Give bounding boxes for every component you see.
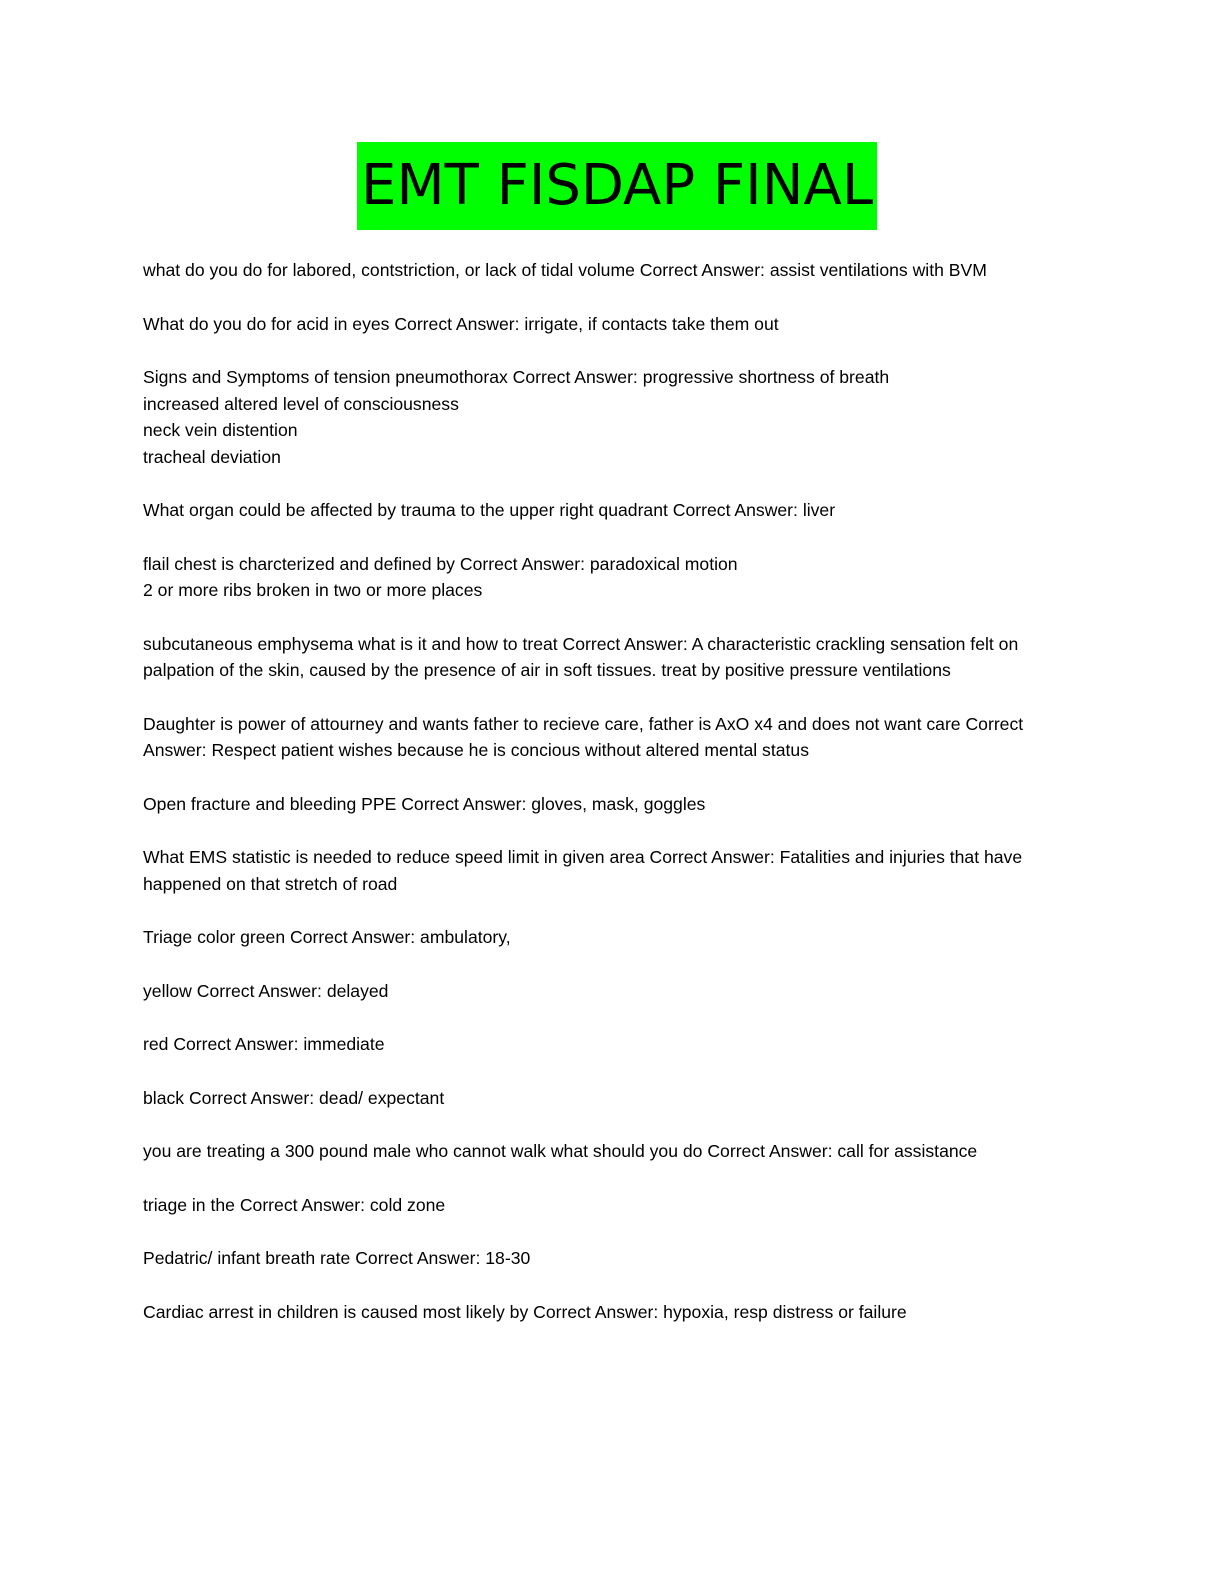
qa-entry: Triage color green Correct Answer: ambulatory, (143, 927, 511, 947)
qa-entry: Cardiac arrest in children is caused most likely by Correct Answer: hypoxia, resp distress or failure (143, 1301, 907, 1322)
qa-entry: subcutaneous emphysema what is it and how to treat Correct Answer: A characteristic crackling sensation felt on palpation of the skin, caused by the presence of air in soft tissues. treat by positive pressure ventilations (143, 633, 1019, 680)
qa-entry: Signs and Symptoms of tension pneumothorax Correct Answer: progressive shortness of breath increased altered level of consciousness neck vein distention tracheal deviation (143, 367, 890, 467)
qa-entry: Daughter is power of attourney and wants father to recieve care, father is AxO x4 and does not want care Correct Answer: Respect patient wishes because he is concious without altered mental status (143, 713, 1024, 760)
qa-entry: what do you do for labored, contstriction, or lack of tidal volume Correct Answer: assist ventilations with BVM (143, 260, 987, 280)
qa-entry: red Correct Answer: immediate (143, 1034, 385, 1054)
qa-entry: flail chest is charcterized and defined by Correct Answer: paradoxical motion 2 or more ribs broken in two or more places (143, 553, 738, 600)
qa-entry: you are treating a 300 pound male who cannot walk what should you do Correct Answer: call for assistance (143, 1141, 978, 1161)
qa-entry: yellow Correct Answer: delayed (143, 980, 389, 1001)
title-area (0, 142, 1224, 230)
qa-entry: What organ could be affected by trauma to the upper right quadrant Correct Answer: liver (143, 500, 836, 520)
qa-entry: What do you do for acid in eyes Correct Answer: irrigate, if contacts take them out (143, 313, 779, 334)
qa-entry: black Correct Answer: dead/ expectant (143, 1087, 445, 1108)
document-title: EMT FISDAP FINAL (357, 142, 877, 230)
qa-entry: Open fracture and bleeding PPE Correct Answer: gloves, mask, goggles (143, 793, 706, 814)
qa-list (143, 257, 1063, 1352)
qa-entry: Pedatric/ infant breath rate Correct Answer: 18-30 (143, 1248, 531, 1268)
qa-entry: What EMS statistic is needed to reduce speed limit in given area Correct Answer: Fatalities and injuries that have happened on that stretch of road (143, 847, 1023, 894)
qa-entry: triage in the Correct Answer: cold zone (143, 1194, 446, 1215)
